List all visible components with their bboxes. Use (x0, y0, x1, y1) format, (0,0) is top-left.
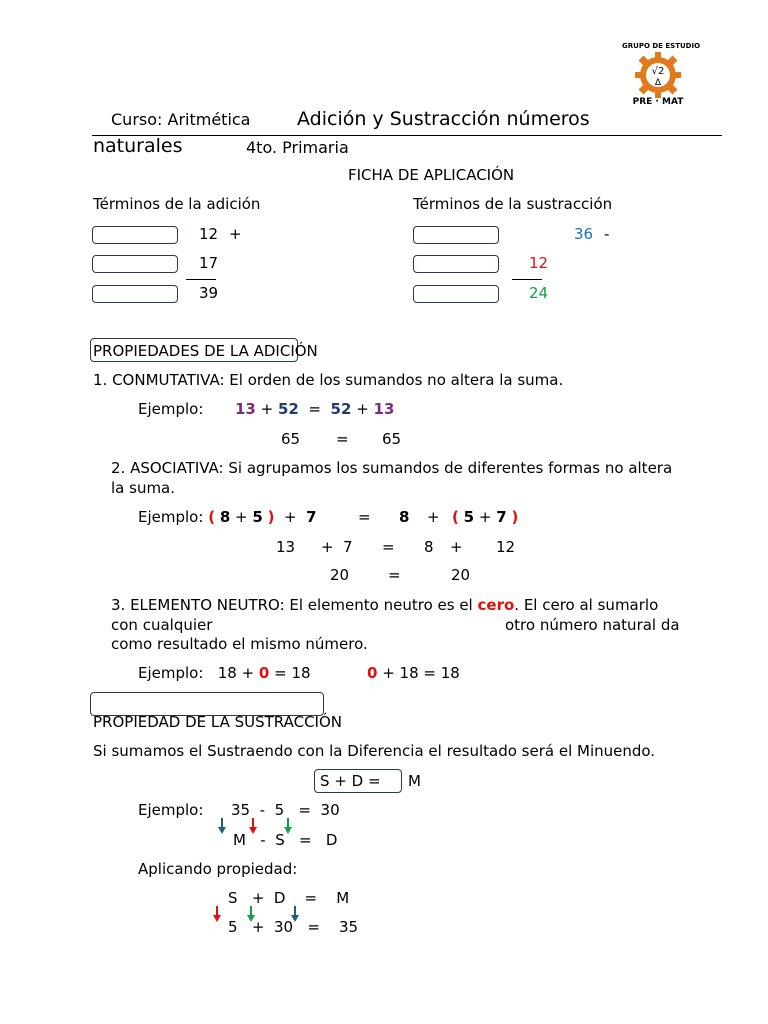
addend2-answer-box[interactable] (92, 255, 178, 273)
commutative-title: 1. CONMUTATIVA: El orden de los sumandos no altera la suma. (93, 371, 564, 389)
worksheet-subtitle: FICHA DE APLICACIÓN (348, 166, 515, 184)
subtraction-example-label: Ejemplo: (138, 801, 204, 819)
commutative-result-eq: = (336, 430, 349, 448)
addend2-value: 17 (199, 254, 219, 272)
neutral-line2-left: con cualquier (111, 616, 213, 634)
subtraction-property-statement: Si sumamos el Sustraendo con la Diferencia el resultado será el Minuendo. (93, 742, 656, 760)
gear-icon (635, 52, 681, 98)
subtrahend-value: 12 (529, 254, 549, 272)
svg-text:√2: √2 (651, 66, 665, 77)
subtrahend-answer-box[interactable] (413, 255, 499, 273)
grade-label: 4to. Primaria (246, 138, 349, 157)
neutral-example-1: Ejemplo: 18 + 0 = 18 (138, 664, 311, 682)
subtraction-terms-heading: Términos de la sustracción (413, 195, 613, 213)
addition-terms-heading: Términos de la adición (93, 195, 261, 213)
example-label: Ejemplo: (138, 400, 204, 418)
logo (622, 42, 701, 110)
commutative-b: 52 (277, 400, 299, 418)
associative-title-line1: 2. ASOCIATIVA: Si agrupamos los sumandos de diferentes formas no altera (111, 459, 673, 477)
neutral-example-2: 0 + 18 = 18 (367, 664, 460, 682)
properties-heading: PROPIEDADES DE LA ADICIÓN (93, 342, 318, 360)
addition-sum-line (186, 279, 216, 280)
formula-expression: S + D = (320, 772, 381, 790)
svg-text:Δ: Δ (654, 78, 662, 88)
formula-result: M (408, 772, 421, 790)
subtraction-property-heading: PROPIEDAD DE LA SUSTRACCIÓN (93, 713, 343, 731)
example-label: Ejemplo: (138, 508, 204, 526)
header-rule (92, 135, 722, 136)
apply-property-label: Aplicando propiedad: (138, 860, 298, 878)
subtraction-letters-expr: M - S = D (233, 831, 338, 849)
subtraction-example-expr: 35 - 5 = 30 (231, 801, 340, 819)
logo-top-text: GRUPO DE ESTUDIO (622, 42, 701, 50)
sum-value: 39 (199, 284, 219, 302)
course-label: Curso: Aritmética (111, 110, 251, 129)
apply-letters-expr: S + D = M (228, 889, 350, 907)
page-title-line2: naturales (93, 135, 183, 157)
subtraction-minus-sign: - (604, 225, 610, 243)
associative-example-right: ( 5 + 7 ) (452, 508, 519, 526)
minuend-answer-box[interactable] (413, 226, 499, 244)
commutative-a: 13 (234, 400, 256, 418)
addend1-value: 12 (199, 225, 219, 243)
page-title-line1: Adición y Sustracción números (297, 108, 590, 130)
difference-answer-box[interactable] (413, 285, 499, 303)
subtraction-result-line (512, 279, 542, 280)
neutral-line3: como resultado el mismo número. (111, 635, 368, 653)
addend1-answer-box[interactable] (92, 226, 178, 244)
associative-title-line2: la suma. (111, 479, 176, 497)
associative-example: Ejemplo: ( 8 + 5 ) + 7 (138, 508, 317, 526)
neutral-line2-right: otro número natural da (505, 616, 680, 634)
commutative-example: Ejemplo: 13 + 52 = 52 + 13 (138, 400, 395, 418)
commutative-result-left: 65 (281, 430, 301, 448)
neutral-title: 3. ELEMENTO NEUTRO: El elemento neutro es el cero. El cero al sumarlo (111, 596, 659, 614)
sum-answer-box[interactable] (92, 285, 178, 303)
commutative-result-right: 65 (382, 430, 402, 448)
difference-value: 24 (529, 284, 549, 302)
apply-numbers-expr: 5 + 30 = 35 (228, 918, 359, 936)
addition-plus-sign: + (229, 225, 242, 243)
logo-bottom-text: PRE · MAT (632, 97, 684, 107)
minuend-value: 36 (574, 225, 594, 243)
